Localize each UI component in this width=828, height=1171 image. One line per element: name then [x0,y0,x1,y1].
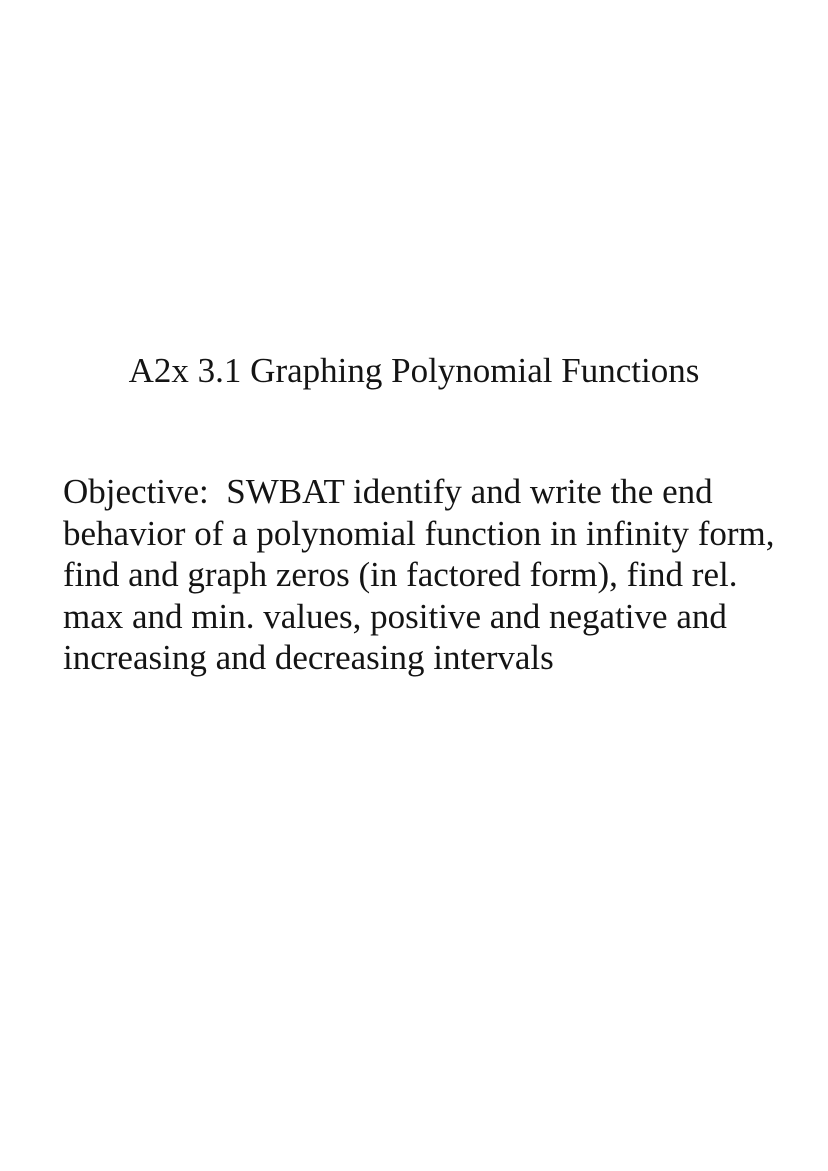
objective-paragraph [63,471,783,679]
objective-line-1: Objective: SWBAT identify and write the end [63,472,713,511]
objective-line-2: behavior of a polynomial function in infinity form, [63,513,775,553]
objective-line-4: max and min. values, positive and negative and [63,596,727,636]
objective-line-3: find and graph zeros (in factored form), find rel. [63,555,738,594]
page-title: A2x 3.1 Graphing Polynomial Functions [128,351,700,390]
objective-line-5: increasing and decreasing intervals [63,638,554,677]
